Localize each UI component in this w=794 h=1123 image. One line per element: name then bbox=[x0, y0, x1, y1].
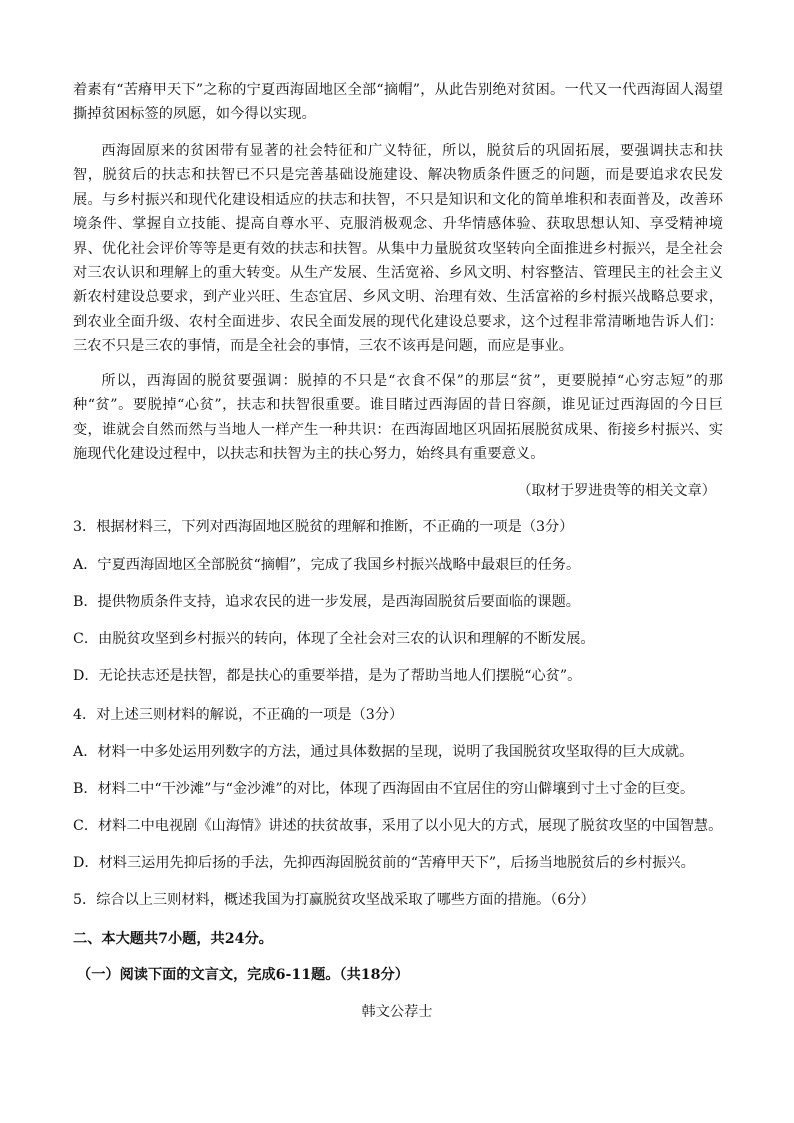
section-subheading: （一）阅读下面的文言文，完成6-11题。（共18分） bbox=[77, 967, 409, 983]
question-4-option-d: D．材料三运用先抑后扬的手法，先抑西海固脱贫前的“苦瘠甲天下”，后扬当地脱贫后的乡村振兴。 bbox=[73, 855, 695, 871]
question-4-option-c: C．材料二中电视剧《山海情》讲述的扶贫故事，采用了以小见大的方式，展现了脱贫攻坚的中国智慧。 bbox=[73, 818, 723, 834]
question-4-option-b: B．材料二中“干沙滩”与“金沙滩”的对比，体现了西海固由不宜居住的穷山僻壤到寸土寸金的巨变。 bbox=[73, 781, 695, 797]
question-3-option-d: D．无论扶志还是扶智，都是扶心的重要举措，是为了帮助当地人们摆脱“心贫”。 bbox=[73, 668, 582, 684]
question-5-stem: 5．综合以上三则材料，概述我国为打赢脱贫攻坚战采取了哪些方面的措施。（6分） bbox=[73, 892, 595, 908]
question-4-option-a: A．材料一中多处运用列数字的方法，通过具体数据的呈现，说明了我国脱贫攻坚取得的巨大成就。 bbox=[73, 744, 694, 760]
classical-text-title: 韩文公荐士 bbox=[361, 1004, 433, 1020]
passage-paragraph-3: 所以，西海固的脱贫要强调：脱掉的不只是“衣食不保”的那层“贫”，更要脱掉“心穷志短”的那种“贫”。要脱掉“心贫”，扶志和扶智很重要。谁目睹过西海固的昔日容颜，谁见证过西海固的今日巨变，谁就会自然而然与当地人一样产生一种共识：在西海固地区巩固拓展脱贫成果、衔接乡村振兴、实施现代化建设过程中，以扶志和扶智为主的扶心努力，始终具有重要意义。 bbox=[73, 373, 723, 463]
question-3-option-c: C．由脱贫攻坚到乡村振兴的转向，体现了全社会对三农的认识和理解的不断发展。 bbox=[73, 631, 595, 647]
section-heading: 二、本大题共7小题，共24分。 bbox=[73, 931, 273, 947]
passage-paragraph-1: 着素有“苦瘠甲天下”之称的宁夏西海固地区全部“摘帽”，从此告别绝对贫困。一代又一代西海固人渴望撕掉贫困标签的夙愿，如今得以实现。 bbox=[73, 82, 723, 123]
question-3-option-b: B．提供物质条件支持，追求农民的进一步发展，是西海固脱贫后要面临的课题。 bbox=[73, 594, 580, 610]
question-3-stem: 3．根据材料三，下列对西海固地区脱贫的理解和推断，不正确的一项是（3分） bbox=[73, 519, 574, 535]
passage-paragraph-2: 西海固原来的贫困带有显著的社会特征和广义特征，所以，脱贫后的巩固拓展，要强调扶志和扶智，脱贫后的扶志和扶智已不只是完善基础设施建设、解决物质条件匮乏的问题，而是要追求农民发展。与乡村振兴和现代化建设相适应的扶志和扶智，不只是知识和文化的简单堆积和表面普及，改善环境条件、掌握自立技能、提高自尊水平、克服消极观念、升华情感体验、获取思想认知、享受精神境界、优化社会评价等等是更有效的扶志和扶智。从集中力量脱贫攻坚转向全面推进乡村振兴，是全社会对三农认识和理解上的重大转变。从生产发展、生活宽裕、乡风文明、村容整洁、管理民主的社会主义新农村建设总要求，到产业兴旺、生态宜居、乡风文明、治理有效、生活富裕的乡村振兴战略总要求，到农业全面升级、农村全面进步、农民全面发展的现代化建设总要求，这个过程非常清晰地告诉人们：三农不只是三农的事情，而是全社会的事情，三农不该再是问题，而应是事业。 bbox=[73, 143, 723, 355]
question-3-option-a: A．宁夏西海固地区全部脱贫“摘帽”，完成了我国乡村振兴战略中最艰巨的任务。 bbox=[73, 557, 581, 573]
passage-source: （取材于罗进贵等的相关文章） bbox=[517, 483, 716, 499]
question-4-stem: 4．对上述三则材料的解说，不正确的一项是（3分） bbox=[73, 707, 404, 723]
